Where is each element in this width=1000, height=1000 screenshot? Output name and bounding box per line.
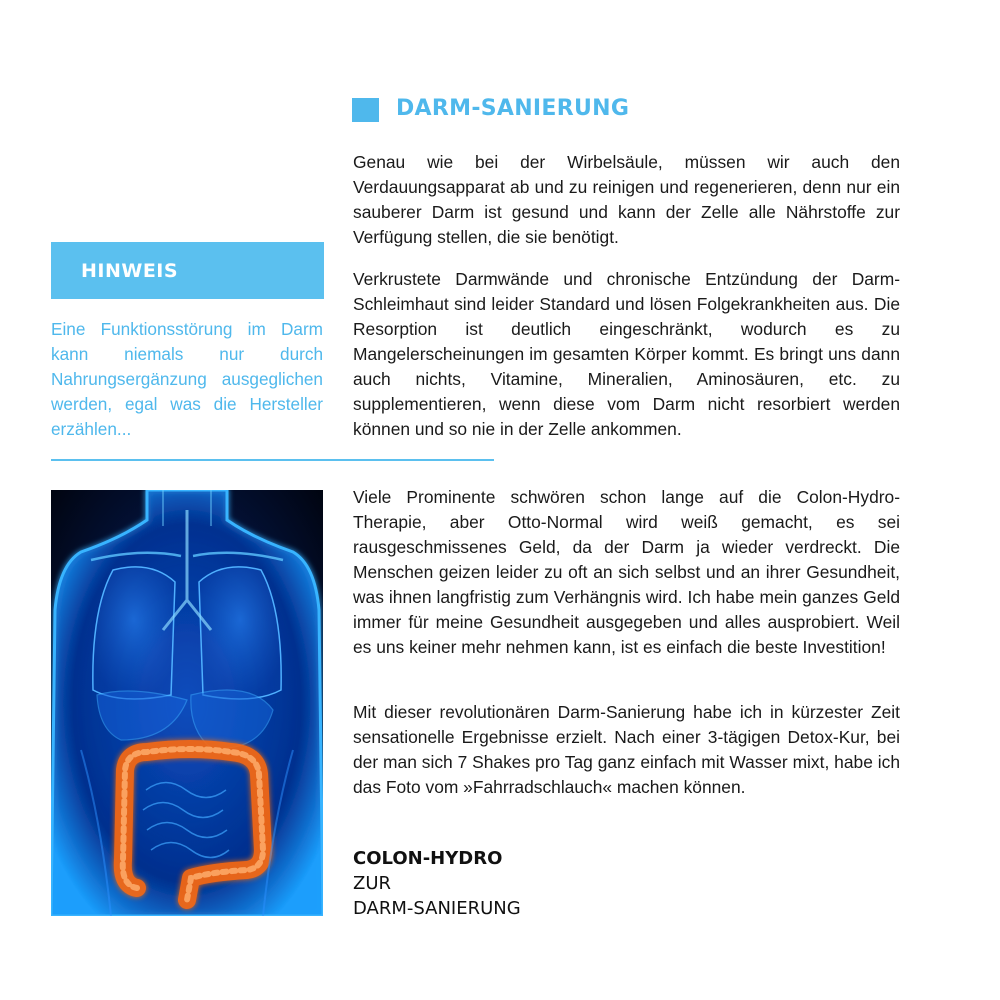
paragraph-intro: Genau wie bei der Wirbelsäule, müssen wir auch den Verdauungsapparat ab und zu reinigen und regenerieren, denn nur ein sauberer Darm ist gesund und kann der Zelle alle Nährstoffe zur Verfügung stellen, die sie benötigt. <box>353 152 900 247</box>
paragraph-colon-hydro: Viele Prominente schwören schon lange auf die Colon-Hydro-Therapie, aber Otto-Normal wird weiß gemacht, es sei rausgeschmissenes Geld, da der Darm ja wieder verdreckt. Die Menschen geizen leider zu oft an sich selbst und an ihrer Gesundheit, was ihnen langfristig zum Verhängnis wird. Ich habe mein ganzes Geld immer für meine Gesundheit ausgegeben und alles ausprobiert. Weil es uns keiner mehr nehmen kann, ist es einfach die beste Investition! <box>353 487 900 657</box>
paragraph-results: Mit dieser revolutionären Darm-Sanierung habe ich in kürzester Zeit sensationelle Ergebnisse erzielt. Nach einer 3-tägigen Detox-Kur, bei der man sich 7 Shakes pro Tag ganz einfach mit Wasser mixt, habe ich das Foto vom »Fahrradschlauch« machen können. <box>353 702 900 797</box>
divider <box>51 459 494 461</box>
heading-marker <box>352 98 379 122</box>
caption-line-2: ZUR <box>353 873 392 894</box>
section-title: DARM-SANIERUNG <box>396 96 630 121</box>
caption-line-1: COLON-HYDRO <box>353 848 503 869</box>
caption-line-3: DARM-SANIERUNG <box>353 898 521 919</box>
paragraph-problems: Verkrustete Darmwände und chronische Entzündung der Darm-Schleimhaut sind leider Standard und lösen Folgekrankheiten aus. Die Resorption ist deutlich eingeschränkt, wodurch es zu Mangelerscheinungen im gesamten Körper kommt. Es bringt uns dann auch nichts, Vitamine, Mineralien, Aminosäuren, etc. zu supplementieren, wenn diese vom Darm nicht resorbiert werden können und so nie in der Zelle ankommen. <box>353 269 900 439</box>
hint-title: HINWEIS <box>81 260 179 282</box>
hint-box <box>51 242 324 299</box>
image-caption <box>353 846 521 921</box>
hint-text: Eine Funktionsstörung im Darm kann niemals nur durch Nahrungsergänzung ausgeglichen werden, egal was die Hersteller erzählen... <box>51 319 323 439</box>
anatomy-illustration <box>51 490 323 916</box>
